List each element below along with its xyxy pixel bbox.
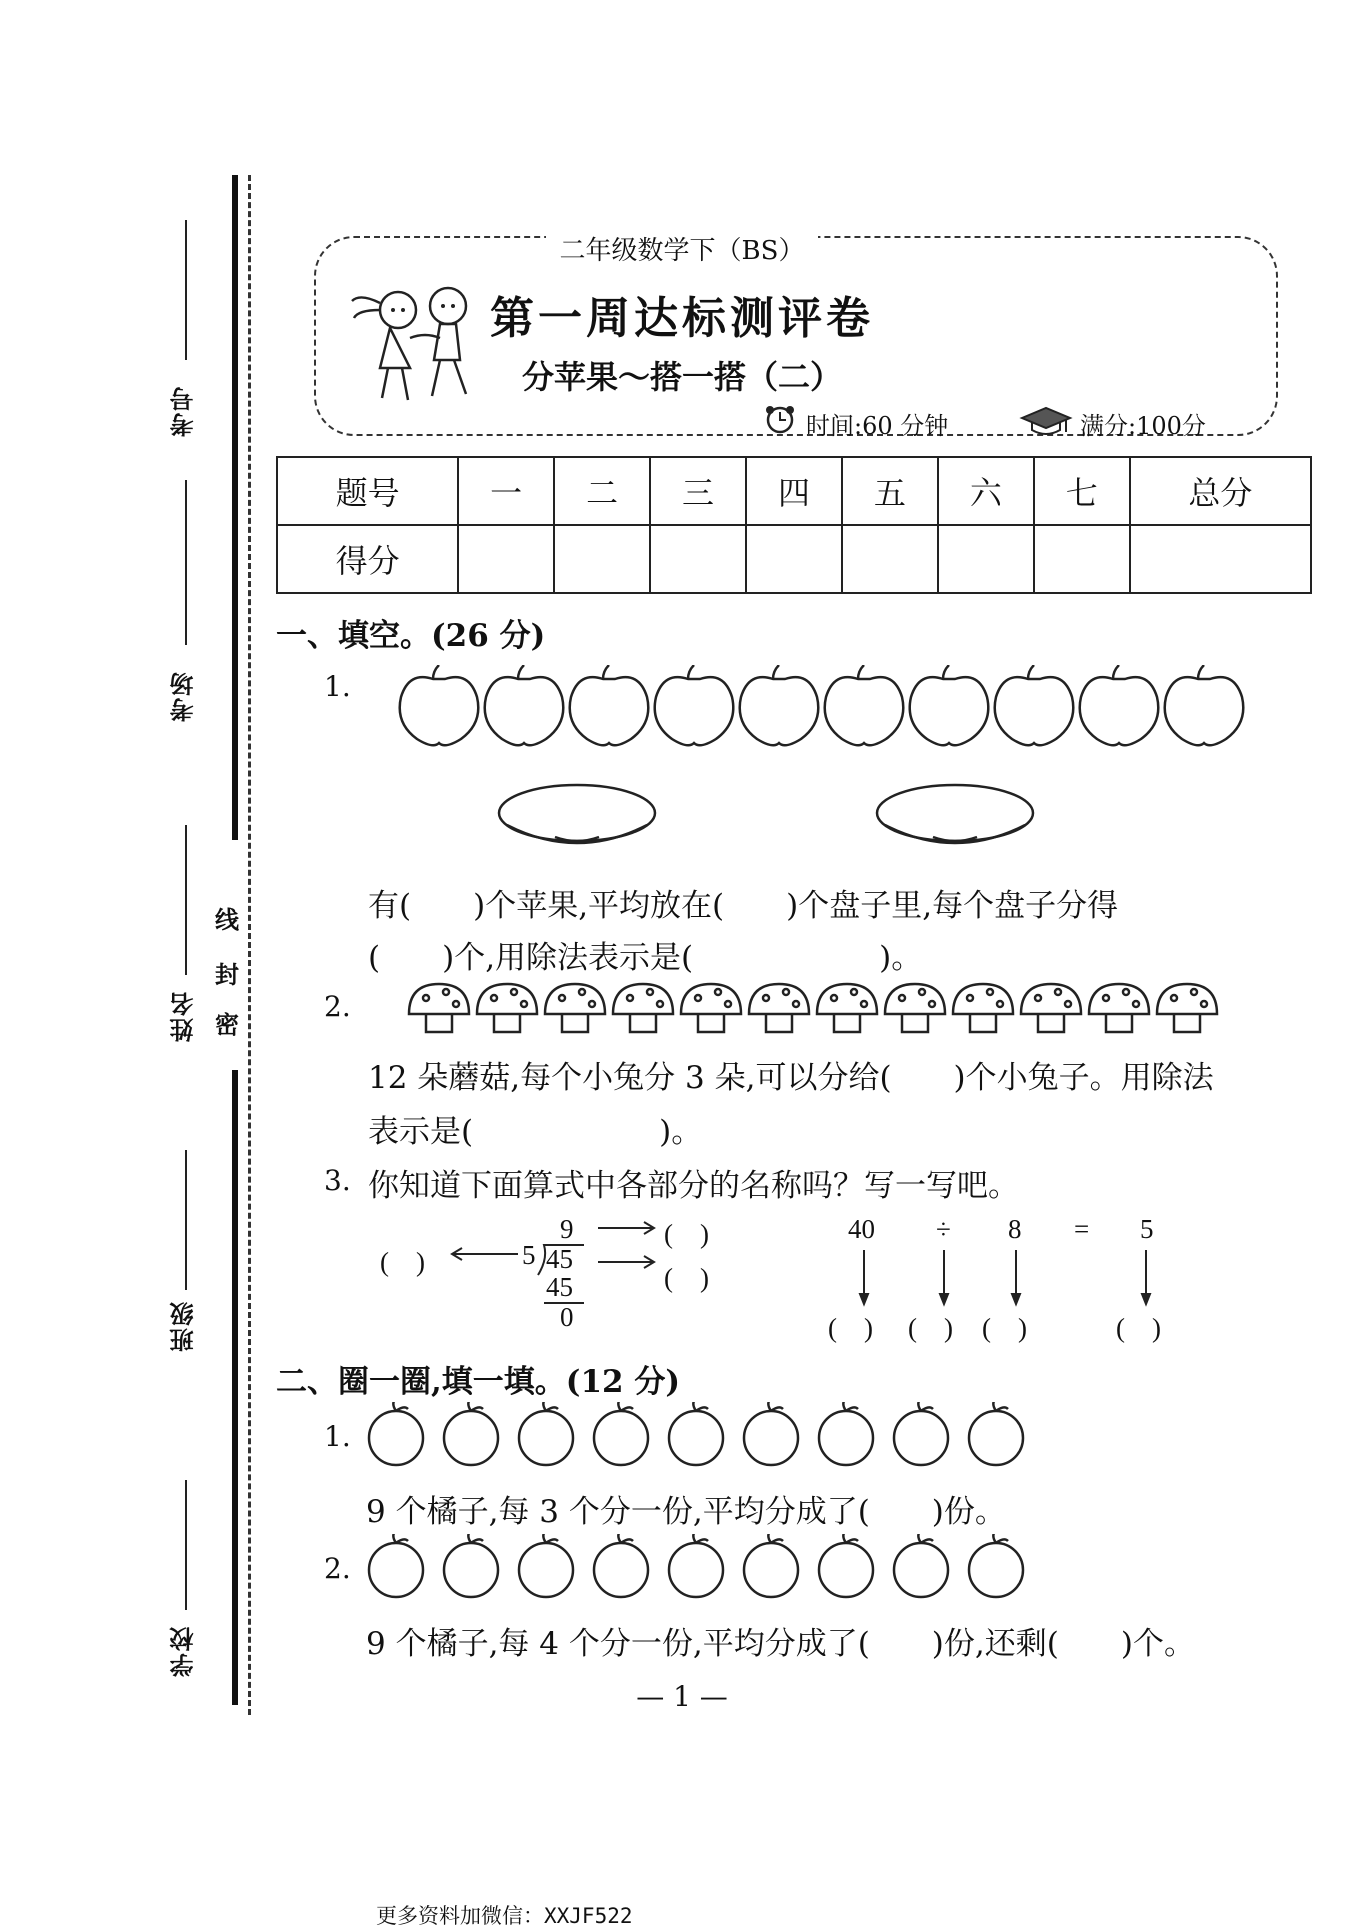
- margin-label-name: 姓名: [169, 990, 198, 1042]
- answer-blank[interactable]: ( ): [982, 1313, 1027, 1343]
- margin-line: [185, 825, 187, 975]
- product: 45: [546, 1272, 573, 1302]
- score-table-score-row: [277, 525, 1311, 593]
- score-input-cell[interactable]: [938, 525, 1034, 593]
- answer-blank[interactable]: ( ): [1116, 1313, 1161, 1343]
- score-input-cell[interactable]: [650, 525, 746, 593]
- score-table-cell: 题号: [277, 457, 458, 525]
- margin-line: [185, 1480, 187, 1610]
- page-number: — 1 —: [636, 1680, 728, 1713]
- section2-q2-text: 9 个橘子,每 4 个分一份,平均分成了( )份,还剩( )个。: [366, 1626, 1195, 1662]
- graduation-cap-icon: [1018, 404, 1074, 438]
- quotient: 9: [560, 1214, 574, 1244]
- arrow-right-icon: [596, 1252, 658, 1272]
- section2-q1-text: 9 个橘子,每 3 个分一份,平均分成了( )份。: [366, 1494, 1006, 1530]
- q1-line2: ( )个,用除法表示是( )。: [368, 940, 923, 976]
- margin-line: [185, 1150, 187, 1290]
- score-table-cell: 七: [1034, 457, 1130, 525]
- answer-blank[interactable]: ( ): [664, 1219, 709, 1249]
- divisor: 5: [522, 1240, 536, 1270]
- answer-blank[interactable]: ( ): [380, 1247, 425, 1277]
- seal-char-seal: 封: [215, 960, 239, 989]
- q2-line2: 表示是( )。: [368, 1114, 703, 1150]
- answer-blank[interactable]: ( ): [908, 1313, 953, 1343]
- margin-label-class: 班级: [169, 1300, 198, 1352]
- watermark-text: 更多资料加微信：XXJF522: [376, 1904, 633, 1928]
- oranges-row-1: [366, 1402, 1036, 1468]
- score-table-cell: 四: [746, 457, 842, 525]
- margin-label-school: 学校: [169, 1625, 198, 1677]
- question-number: 3.: [324, 1164, 351, 1197]
- exam-time: 时间:60 分钟: [806, 412, 949, 440]
- score-input-cell[interactable]: [842, 525, 938, 593]
- seal-char-secret: 密: [215, 1010, 239, 1039]
- page-title: 第一周达标测评卷: [490, 293, 874, 344]
- remainder: 0: [560, 1302, 574, 1332]
- apples-and-plates-figure: [395, 665, 1245, 870]
- mushrooms-figure: [406, 980, 1236, 1038]
- equation-divisor: 8: [1008, 1214, 1022, 1244]
- score-table-cell: 得分: [277, 525, 458, 593]
- margin-label-exam-room: 考场: [169, 670, 198, 722]
- question-number: 2.: [324, 990, 351, 1023]
- equation-quotient: 5: [1140, 1214, 1154, 1244]
- score-input-cell[interactable]: [1034, 525, 1130, 593]
- equation-arrows: [850, 1248, 1160, 1308]
- score-input-cell[interactable]: [458, 525, 554, 593]
- q3-text: 你知道下面算式中各部分的名称吗？写一写吧。: [368, 1168, 1019, 1204]
- seal-char-line: 线: [215, 905, 239, 934]
- equation-dividend: 40: [848, 1214, 875, 1244]
- arrow-right-icon: [596, 1218, 658, 1238]
- margin-label-exam-number: 考号: [169, 385, 198, 437]
- answer-blank[interactable]: ( ): [828, 1313, 873, 1343]
- binding-bar-top: [232, 175, 238, 840]
- dividend: 45: [546, 1244, 573, 1274]
- full-score: 满分:100分: [1080, 412, 1206, 440]
- score-table-cell: 六: [938, 457, 1034, 525]
- question-number: 1.: [324, 670, 351, 703]
- score-table: [276, 456, 1312, 594]
- score-table-cell: 一: [458, 457, 554, 525]
- score-input-cell[interactable]: [554, 525, 650, 593]
- equation-equals: =: [1074, 1214, 1090, 1244]
- score-table-cell: 总分: [1130, 457, 1311, 525]
- oranges-row-2: [366, 1534, 1036, 1600]
- score-table-cell: 五: [842, 457, 938, 525]
- q2-line1: 12 朵蘑菇,每个小兔分 3 朵,可以分给( )个小兔子。用除法: [368, 1060, 1214, 1096]
- section2-heading: 二、圈一圈,填一填。(12 分): [276, 1364, 681, 1400]
- equation-operator: ÷: [936, 1214, 951, 1244]
- page-topic: 分苹果～搭一搭（二）: [521, 358, 842, 396]
- score-table-cell: 二: [554, 457, 650, 525]
- answer-blank[interactable]: ( ): [664, 1263, 709, 1293]
- score-input-cell[interactable]: [1130, 525, 1311, 593]
- arrow-left-icon: [448, 1244, 522, 1264]
- question-number: 2.: [324, 1552, 351, 1585]
- binding-dashed-line: [248, 175, 251, 1715]
- binding-bar-bottom: [232, 1070, 238, 1705]
- score-table-cell: 三: [650, 457, 746, 525]
- margin-line: [185, 480, 187, 645]
- question-number: 1.: [324, 1420, 351, 1453]
- section1-heading: 一、填空。(26 分): [276, 618, 546, 654]
- header-subtitle: 二年级数学下（BS）: [0, 230, 1364, 267]
- score-input-cell[interactable]: [746, 525, 842, 593]
- clock-icon: [762, 404, 802, 436]
- q1-line1: 有( )个苹果,平均放在( )个盘子里,每个盘子分得: [368, 888, 1119, 924]
- score-table-header-row: [277, 457, 1311, 525]
